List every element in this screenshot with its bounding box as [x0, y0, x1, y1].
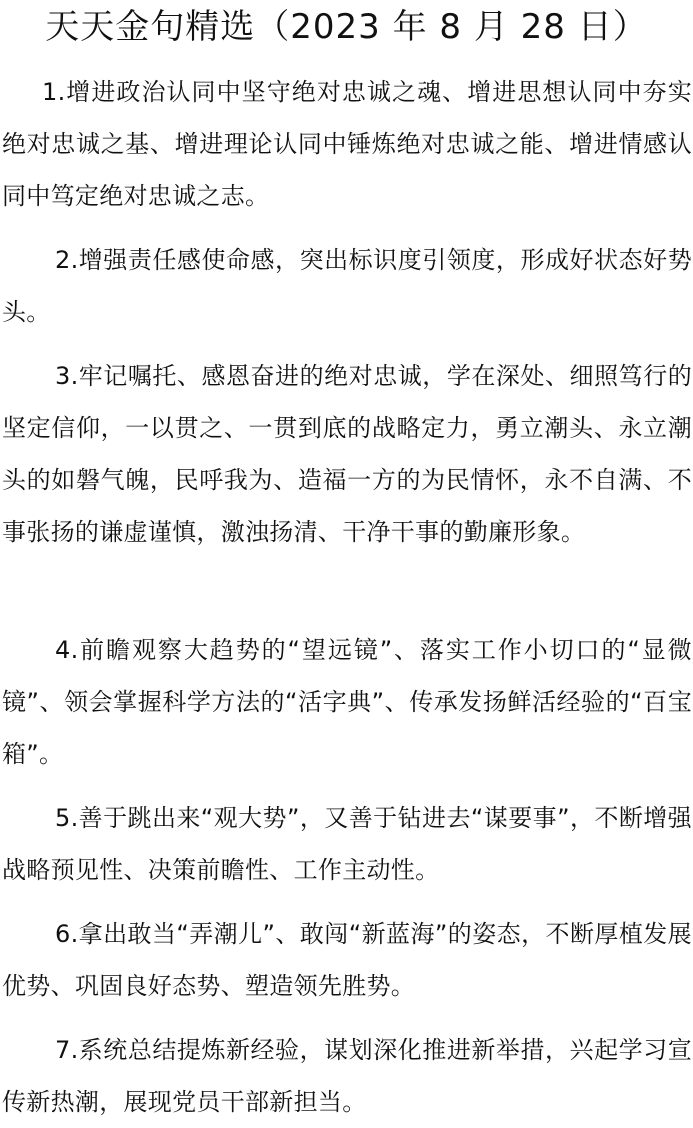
quote-paragraph-6: 6.拿出敢当“弄潮儿”、敢闯“新蓝海”的姿态，不断厚植发展优势、巩固良好态势、塑造领先胜势。	[2, 920, 692, 1000]
quote-paragraph-4: 4.前瞻观察大趋势的“望远镜”、落实工作小切口的“显微镜”、领会掌握科学方法的“活字典”、传承发扬鲜活经验的“百宝箱”。	[2, 636, 692, 768]
quote-paragraph-3: 3.牢记嘱托、感恩奋进的绝对忠诚，学在深处、细照笃行的坚定信仰，一以贯之、一贯到底的战略定力，勇立潮头、永立潮头的如磐气魄，民呼我为、造福一方的为民情怀，永不自满、不事张扬的谦虚谨慎，激浊扬清、干净干事的勤廉形象。	[2, 362, 692, 546]
quote-paragraph-2: 2.增强责任感使命感，突出标识度引领度，形成好状态好势头。	[2, 246, 692, 326]
quote-paragraph-7: 7.系统总结提炼新经验，谋划深化推进新举措，兴起学习宣传新热潮，展现党员干部新担当。	[2, 1036, 692, 1116]
quote-paragraph-5: 5.善于跳出来“观大势”，又善于钻进去“谋要事”，不断增强战略预见性、决策前瞻性、工作主动性。	[2, 804, 692, 884]
quote-paragraph-1: 1.增进政治认同中坚守绝对忠诚之魂、增进思想认同中夯实绝对忠诚之基、增进理论认同中锤炼绝对忠诚之能、增进情感认同中笃定绝对忠诚之志。	[2, 78, 692, 210]
document-title: 天天金句精选（2023 年 8 月 28 日）	[45, 7, 648, 47]
